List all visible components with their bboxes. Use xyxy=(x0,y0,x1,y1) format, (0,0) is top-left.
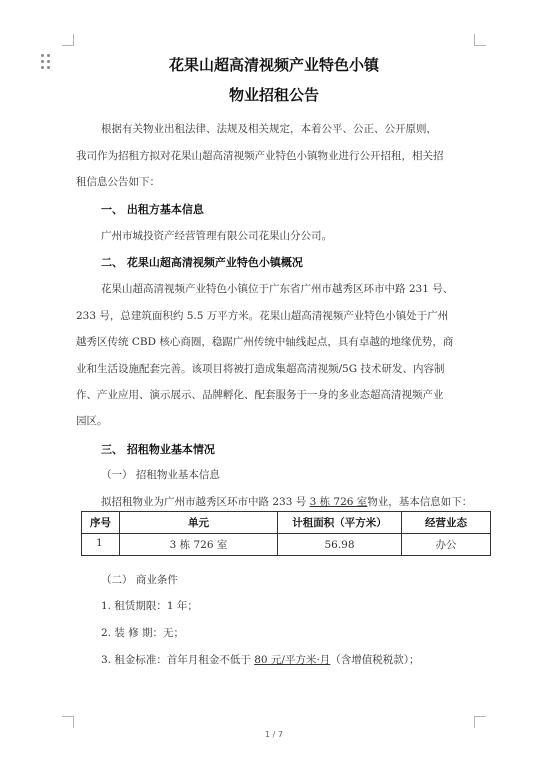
term-rent-standard xyxy=(101,652,420,667)
document-subtitle: 物业招租公告 xyxy=(228,86,319,104)
section-3-subheading-1: （一） 招租物业基本信息 xyxy=(101,469,220,481)
header-area: 计租面积（平方米） xyxy=(278,512,402,534)
header-index: 序号 xyxy=(82,512,120,534)
rent-suffix: （含增值税税款）； xyxy=(330,654,420,666)
cell-index: 1 xyxy=(82,534,120,556)
section-2-line-2: 233 号，总建筑面积约 5.5 万平方米。花果山超高清视频产业特色小镇处于广州 xyxy=(76,310,449,322)
section-2-line-6: 园区。 xyxy=(76,415,108,427)
section-1-heading: 一、 出租方基本信息 xyxy=(101,203,204,216)
crop-mark-bottom-right xyxy=(474,716,486,728)
cell-unit: 3 栋 726 室 xyxy=(120,534,278,556)
section-2-heading: 二、 花果山超高清视频产业特色小镇概况 xyxy=(101,256,303,269)
crop-mark-top-right xyxy=(474,34,486,46)
section-3-heading: 三、 招租物业基本情况 xyxy=(101,443,215,456)
crop-mark-top-left xyxy=(62,34,74,46)
section-2-line-5: 作、产业应用、演示展示、品牌孵化、配套服务于一身的多业态超高清视频产业 xyxy=(76,389,444,401)
intro-line-3: 租信息公告如下： xyxy=(76,176,160,188)
header-business: 经营业态 xyxy=(402,512,491,534)
rent-amount: 80 元/平方米·月 xyxy=(254,654,331,666)
section-3-subheading-2: （二） 商业条件 xyxy=(101,574,178,586)
rent-prefix: 3. 租金标准：首年月租金不低于 xyxy=(101,654,255,666)
property-suffix: 物业，基本信息如下： xyxy=(367,496,473,508)
table-header-row xyxy=(82,512,491,534)
section-2-line-1: 花果山超高清视频产业特色小镇位于广东省广州市越秀区环市中路 231 号、 xyxy=(101,283,454,295)
table-row xyxy=(82,534,491,556)
property-table xyxy=(81,511,491,556)
header-unit: 单元 xyxy=(120,512,278,534)
property-unit: 3 栋 726 室 xyxy=(309,496,368,508)
cell-area: 56.98 xyxy=(278,534,402,556)
property-description xyxy=(101,494,472,509)
property-prefix: 拟招租物业为广州市越秀区环市中路 233 号 xyxy=(101,496,310,508)
crop-mark-bottom-left xyxy=(62,716,74,728)
section-1-text: 广州市城投资产经营管理有限公司花果山分公司。 xyxy=(101,230,332,242)
document-title: 花果山超高清视频产业特色小镇 xyxy=(168,56,379,74)
intro-line-2: 我司作为招租方拟对花果山超高清视频产业特色小镇物业进行公开招租，相关招 xyxy=(76,150,444,162)
section-2-line-4: 业和生活设施配套完善。该项目将被打造成集超高清视频/5G 技术研发、内容制 xyxy=(76,363,445,375)
page-number: 1 / 7 xyxy=(265,730,283,739)
cell-business: 办公 xyxy=(402,534,491,556)
term-renovation-period: 2. 装 修 期：无； xyxy=(101,627,185,639)
term-lease-period: 1. 租赁期限：1 年； xyxy=(101,600,198,612)
section-2-line-3: 越秀区传统 CBD 核心商圈，稳踞广州传统中轴线起点，具有卓越的地缘优势，商 xyxy=(76,336,454,348)
intro-line-1: 根据有关物业出租法律、法规及相关规定，本着公平、公正、公开原则， xyxy=(101,123,437,135)
